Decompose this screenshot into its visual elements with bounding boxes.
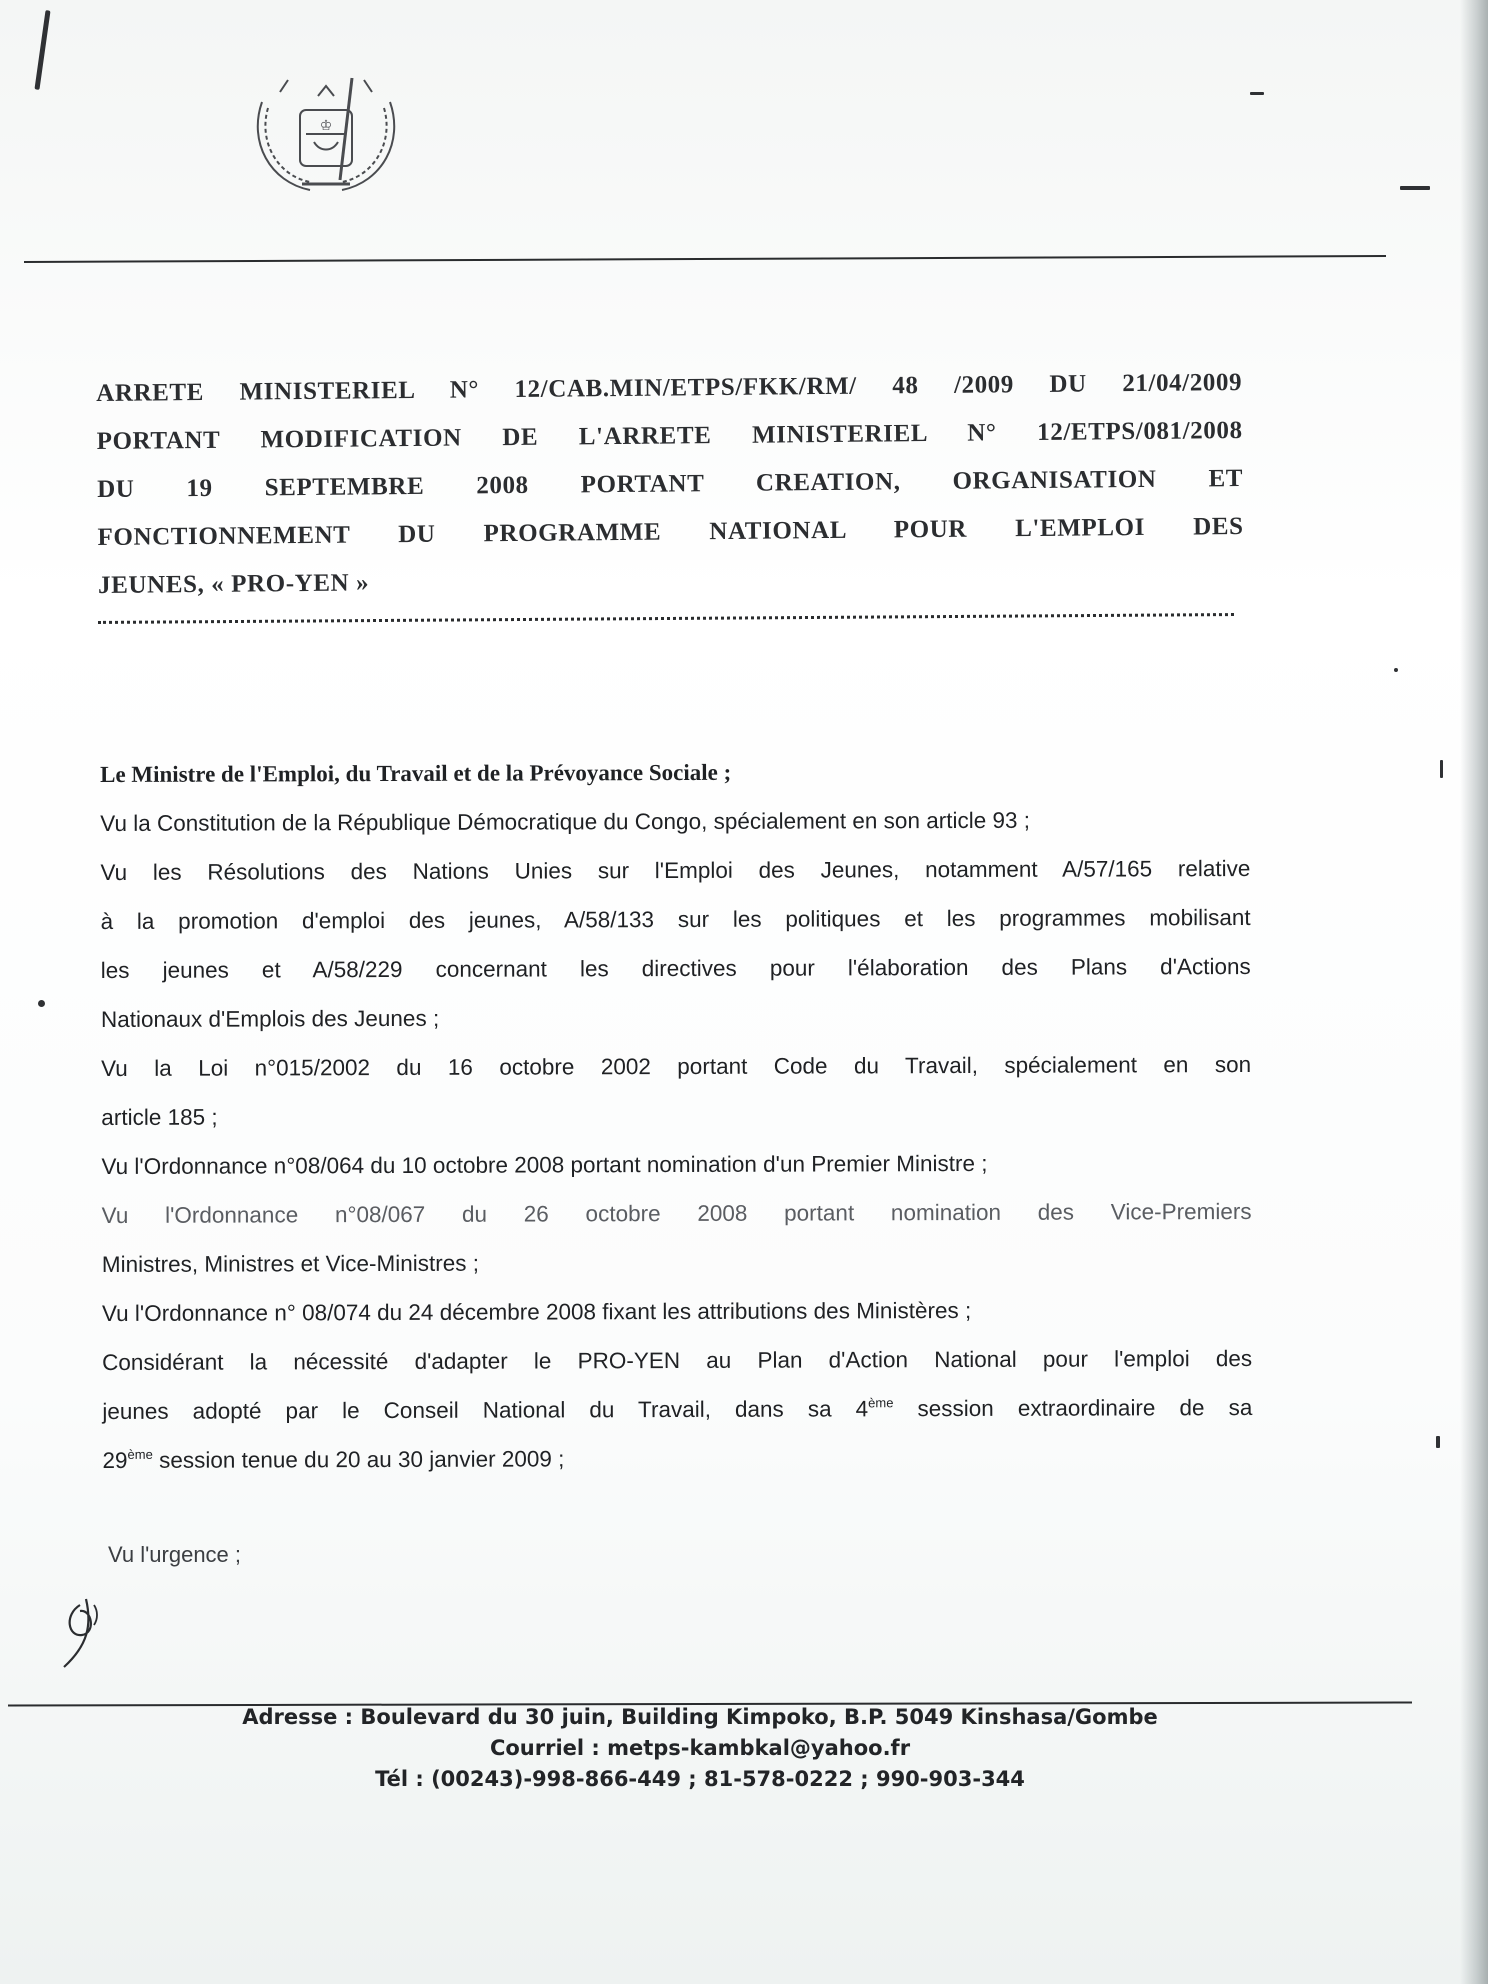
ordinal-suffix: ème [868, 1395, 894, 1411]
visa-line: Vu l'Ordonnance n° 08/074 du 24 décembre 2008 fixant les attributions des Ministères ; [101, 1297, 972, 1326]
visa-line: Considérant la nécessité d'adapter le PRO-YEN au Plan d'Action National pour l'emploi des [102, 1345, 1253, 1375]
visa-line: les jeunes et A/58/229 concernant les directives pour l'élaboration des Plans d'Actions [100, 953, 1251, 983]
visa-line: à la promotion d'emploi des jeunes, A/58/133 sur les politiques et les programmes mobilisant [100, 904, 1251, 934]
visa-text: jeunes adopté par le Conseil National du Travail, dans sa 4 [102, 1396, 869, 1424]
coat-of-arms-emblem [240, 72, 412, 202]
visa-line: Vu la Constitution de la République Démocratique du Congo, spécialement en son article 93 ; [100, 807, 1031, 836]
footer-email: Courriel : metps-kambkal@yahoo.fr [489, 1736, 911, 1760]
ordinal-suffix: ème [127, 1446, 153, 1462]
decree-body [100, 746, 1253, 1485]
visa-line: Ministres, Ministres et Vice-Ministres ; [101, 1250, 480, 1277]
scan-speck [1400, 186, 1430, 190]
header-divider [24, 255, 1386, 263]
page-edge-shadow [1460, 0, 1488, 1984]
visa-text: session tenue du 20 au 30 janvier 2009 ; [152, 1446, 565, 1473]
footer-address: Adresse : Boulevard du 30 juin, Building Kimpoko, B.P. 5049 Kinshasa/Gombe [242, 1705, 1158, 1729]
scan-speck [1394, 668, 1398, 672]
visa-line: Nationaux d'Emplois des Jeunes ; [100, 1005, 440, 1032]
footer-phone: Tél : (00243)-998-866-449 ; 81-578-0222 ; 990-903-344 [375, 1767, 1025, 1791]
urgency-clause: Vu l'urgence ; [108, 1542, 242, 1567]
visa-text: session extraordinaire de sa [893, 1394, 1253, 1422]
visa-text: 29 [102, 1447, 128, 1473]
dotted-separator [98, 613, 1234, 624]
minister-heading: Le Ministre de l'Emploi, du Travail et de la Prévoyance Sociale ; [100, 759, 732, 787]
title-line: PORTANT MODIFICATION DE L'ARRETE MINISTERIEL N° 12/ETPS/081/2008 [96, 416, 1243, 455]
handwritten-initials [58, 1585, 118, 1675]
decree-title [96, 359, 1244, 610]
visa-line: Vu l'Ordonnance n°08/064 du 10 octobre 2008 portant nomination d'un Premier Ministre ; [101, 1150, 988, 1179]
visa-line: article 185 ; [101, 1104, 218, 1130]
scan-speck [1250, 92, 1264, 95]
visa-line-session [102, 1383, 1252, 1436]
scan-speck [1436, 1436, 1440, 1448]
title-line: FONCTIONNEMENT DU PROGRAMME NATIONAL POUR L'EMPLOI DES [97, 512, 1244, 551]
title-line: ARRETE MINISTERIEL N° 12/CAB.MIN/ETPS/FKK/RM/ 48 /2009 DU 21/04/2009 [96, 368, 1243, 407]
visa-line: Vu l'Ordonnance n°08/067 du 26 octobre 2008 portant nomination des Vice-Premiers [101, 1198, 1252, 1228]
visa-line-dates [102, 1432, 1252, 1485]
scan-speck [1440, 760, 1443, 778]
footer-contact [200, 1702, 1200, 1795]
title-line: JEUNES, « PRO-YEN » [97, 569, 370, 599]
visa-line: Vu les Résolutions des Nations Unies sur l'Emploi des Jeunes, notamment A/57/165 relative [100, 855, 1251, 885]
visa-line: Vu la Loi n°015/2002 du 16 octobre 2002 portant Code du Travail, spécialement en son [101, 1051, 1252, 1081]
scan-speck [38, 1000, 45, 1007]
scan-speck [34, 10, 50, 90]
title-line: DU 19 SEPTEMBRE 2008 PORTANT CREATION, ORGANISATION ET [97, 464, 1244, 503]
svg-text:♔: ♔ [319, 118, 333, 134]
